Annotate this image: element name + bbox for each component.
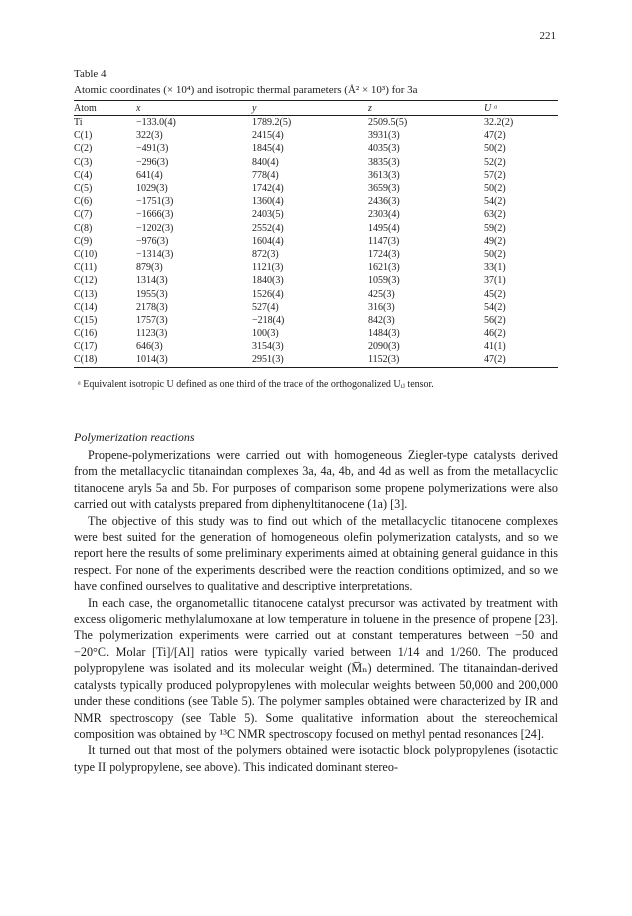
z-cell: 1484(3) [368,328,400,340]
u-cell: 63(2) [484,209,506,221]
table-row [74,169,558,182]
x-cell: 1029(3) [136,183,168,195]
u-cell: 46(2) [484,328,506,340]
y-cell: 1742(4) [252,183,284,195]
x-cell: 879(3) [136,262,163,274]
y-cell: 2403(5) [252,209,284,221]
x-cell: −1666(3) [136,209,174,221]
u-cell: 57(2) [484,169,506,181]
z-cell: 1152(3) [368,353,484,367]
z-cell: 2090(3) [368,341,400,353]
table-row [74,222,558,235]
u-cell: 52(2) [484,156,506,168]
table-row [74,314,558,327]
paragraph: It turned out that most of the polymers obtained were isotactic block polypropylenes (isotactic type II polypropylene, see above). This indicated dominant stereo- [74,743,558,774]
y-cell: 1789.2(5) [252,117,292,129]
z-cell: 2303(4) [368,209,400,221]
x-cell: −1314(3) [136,248,174,260]
data-table [74,100,558,368]
table-body [74,116,558,368]
x-cell: 1314(3) [136,275,168,287]
atom-cell: C(6) [74,196,93,208]
table-row [74,301,558,314]
page-number: 221 [539,30,556,42]
x-cell: 2178(3) [136,301,168,313]
atom-cell: C(12) [74,275,98,287]
y-cell: −218(4) [252,314,285,326]
header-z: z [368,101,484,116]
z-cell: 1495(4) [368,222,400,234]
z-cell: 3659(3) [368,183,400,195]
x-cell: 646(3) [136,341,163,353]
atom-cell: C(9) [74,235,93,247]
atom-cell: C(10) [74,248,98,260]
table-row [74,274,558,287]
y-cell: 1360(4) [252,196,284,208]
table-label: Table 4 [74,68,107,80]
coordinates-table [74,100,558,368]
x-cell: 1123(3) [136,328,168,340]
section-heading: Polymerization reactions [74,430,195,444]
table-row [74,208,558,221]
x-cell: 1757(3) [136,314,168,326]
table-row [74,235,558,248]
u-cell: 45(2) [484,288,506,300]
z-cell: 4035(3) [368,143,400,155]
z-cell: 2509.5(5) [368,117,408,129]
z-cell: 425(3) [368,288,395,300]
x-cell: −491(3) [136,143,169,155]
atom-cell: C(7) [74,209,93,221]
x-cell: −1751(3) [136,196,174,208]
table-header-row [74,101,558,116]
header-y: y [252,101,368,116]
table-row [74,182,558,195]
y-cell: 1121(3) [252,262,284,274]
y-cell: 527(4) [252,301,279,313]
table-row [74,261,558,274]
x-cell: 641(4) [136,169,163,181]
atom-cell: C(2) [74,143,93,155]
z-cell: 3931(3) [368,130,400,142]
y-cell: 3154(3) [252,341,284,353]
u-cell: 49(2) [484,235,506,247]
x-cell: −296(3) [136,156,169,168]
u-cell: 50(2) [484,183,506,195]
atom-cell: C(18) [74,353,136,367]
header-x: x [136,101,252,116]
paragraph: The objective of this study was to find out which of the metallacyclic titanocene complexes were best suited for the generation of homogeneous olefin polymerization catalysts, and so we report here the results of some preliminary experiments aimed at obtaining general guidance in this respect. For none of the experiments described were the reaction conditions optimized, and so we have confined ourselves to qualitative and descriptive interpretations. [74,513,558,594]
atom-cell: Ti [74,117,83,129]
header-u: U ᵃ [484,101,558,116]
atom-cell: C(16) [74,328,98,340]
atom-cell: C(1) [74,130,93,142]
u-cell: 32.2(2) [484,117,514,129]
atom-cell: C(5) [74,183,93,195]
atom-cell: C(17) [74,341,98,353]
u-cell: 56(2) [484,314,506,326]
atom-cell: C(14) [74,301,98,313]
y-cell: 1840(3) [252,275,284,287]
z-cell: 842(3) [368,314,395,326]
y-cell: 1845(4) [252,143,284,155]
y-cell: 2552(4) [252,222,284,234]
table-row [74,156,558,169]
z-cell: 1724(3) [368,248,400,260]
x-cell: 1014(3) [136,353,252,367]
x-cell: 1955(3) [136,288,168,300]
y-cell: 2415(4) [252,130,284,142]
header-atom: Atom [74,101,136,116]
table-row [74,116,558,130]
z-cell: 2436(3) [368,196,400,208]
u-cell: 50(2) [484,248,506,260]
z-cell: 1621(3) [368,262,400,274]
table-row [74,353,558,367]
atom-cell: C(11) [74,262,97,274]
x-cell: −976(3) [136,235,169,247]
u-cell: 41(1) [484,341,506,353]
atom-cell: C(13) [74,288,98,300]
table-footnote: ᵃ Equivalent isotropic U defined as one third of the trace of the orthogonalized Uᵢⱼ tensor. [78,379,434,390]
paragraph: Propene-polymerizations were carried out with homogeneous Ziegler-type catalysts derived from the metallacyclic titanaindan complexes 3a, 4a, 4b, and 4d as well as from the metallacyclic titanocene aryls 5a and 5b. For purposes of comparison some propene polymerizations were also carried out with catalysts prepared from diphenyltitanocene (1a) [3]. [74,448,558,512]
table-row [74,327,558,340]
u-cell: 47(2) [484,353,558,367]
y-cell: 778(4) [252,169,279,181]
u-cell: 54(2) [484,196,506,208]
table-row [74,287,558,300]
atom-cell: C(8) [74,222,93,234]
u-cell: 37(1) [484,275,506,287]
y-cell: 1604(4) [252,235,284,247]
x-cell: −1202(3) [136,222,174,234]
y-cell: 1526(4) [252,288,284,300]
z-cell: 1147(3) [368,235,400,247]
table-row [74,129,558,142]
atom-cell: C(15) [74,314,98,326]
z-cell: 3613(3) [368,169,400,181]
atom-cell: C(4) [74,169,93,181]
table-row [74,248,558,261]
table-caption: Atomic coordinates (× 10⁴) and isotropic thermal parameters (Å² × 10³) for 3a [74,84,418,96]
x-cell: −133.0(4) [136,117,176,129]
z-cell: 3835(3) [368,156,400,168]
u-cell: 59(2) [484,222,506,234]
paragraph: In each case, the organometallic titanocene catalyst precursor was activated by treatment with excess oligomeric methylalumoxane at low temperature in toluene in the presence of propene [23]. The polymerization experiments were carried out at constant temperatures between −50 and −20°C. Molar [Ti]/[Al] ratios were typically varied between 1/14 and 1/260. The produced polypropylene was isolated and its molecular weight (M̅ₙ) determined. The titanaindan-derived catalysts typically produced polypropylenes with molecular weights between 50,000 and 200,000 under these conditions (see Table 5). The polymer samples obtained were characterized by IR and NMR spectroscopy (see Table 5). Some qualitative information about the stereochemical composition was obtained by ¹³C NMR spectroscopy focused on methyl pentad resonances [24]. [74,595,558,741]
atom-cell: C(3) [74,156,93,168]
z-cell: 1059(3) [368,275,400,287]
y-cell: 872(3) [252,248,279,260]
table-row [74,195,558,208]
u-cell: 47(2) [484,130,506,142]
table-row [74,142,558,155]
y-cell: 100(3) [252,328,279,340]
u-cell: 50(2) [484,143,506,155]
z-cell: 316(3) [368,301,395,313]
x-cell: 322(3) [136,130,163,142]
u-cell: 54(2) [484,301,506,313]
u-cell: 33(1) [484,262,506,274]
y-cell: 840(4) [252,156,279,168]
table-row [74,340,558,353]
y-cell: 2951(3) [252,353,368,367]
body-text [74,447,558,775]
